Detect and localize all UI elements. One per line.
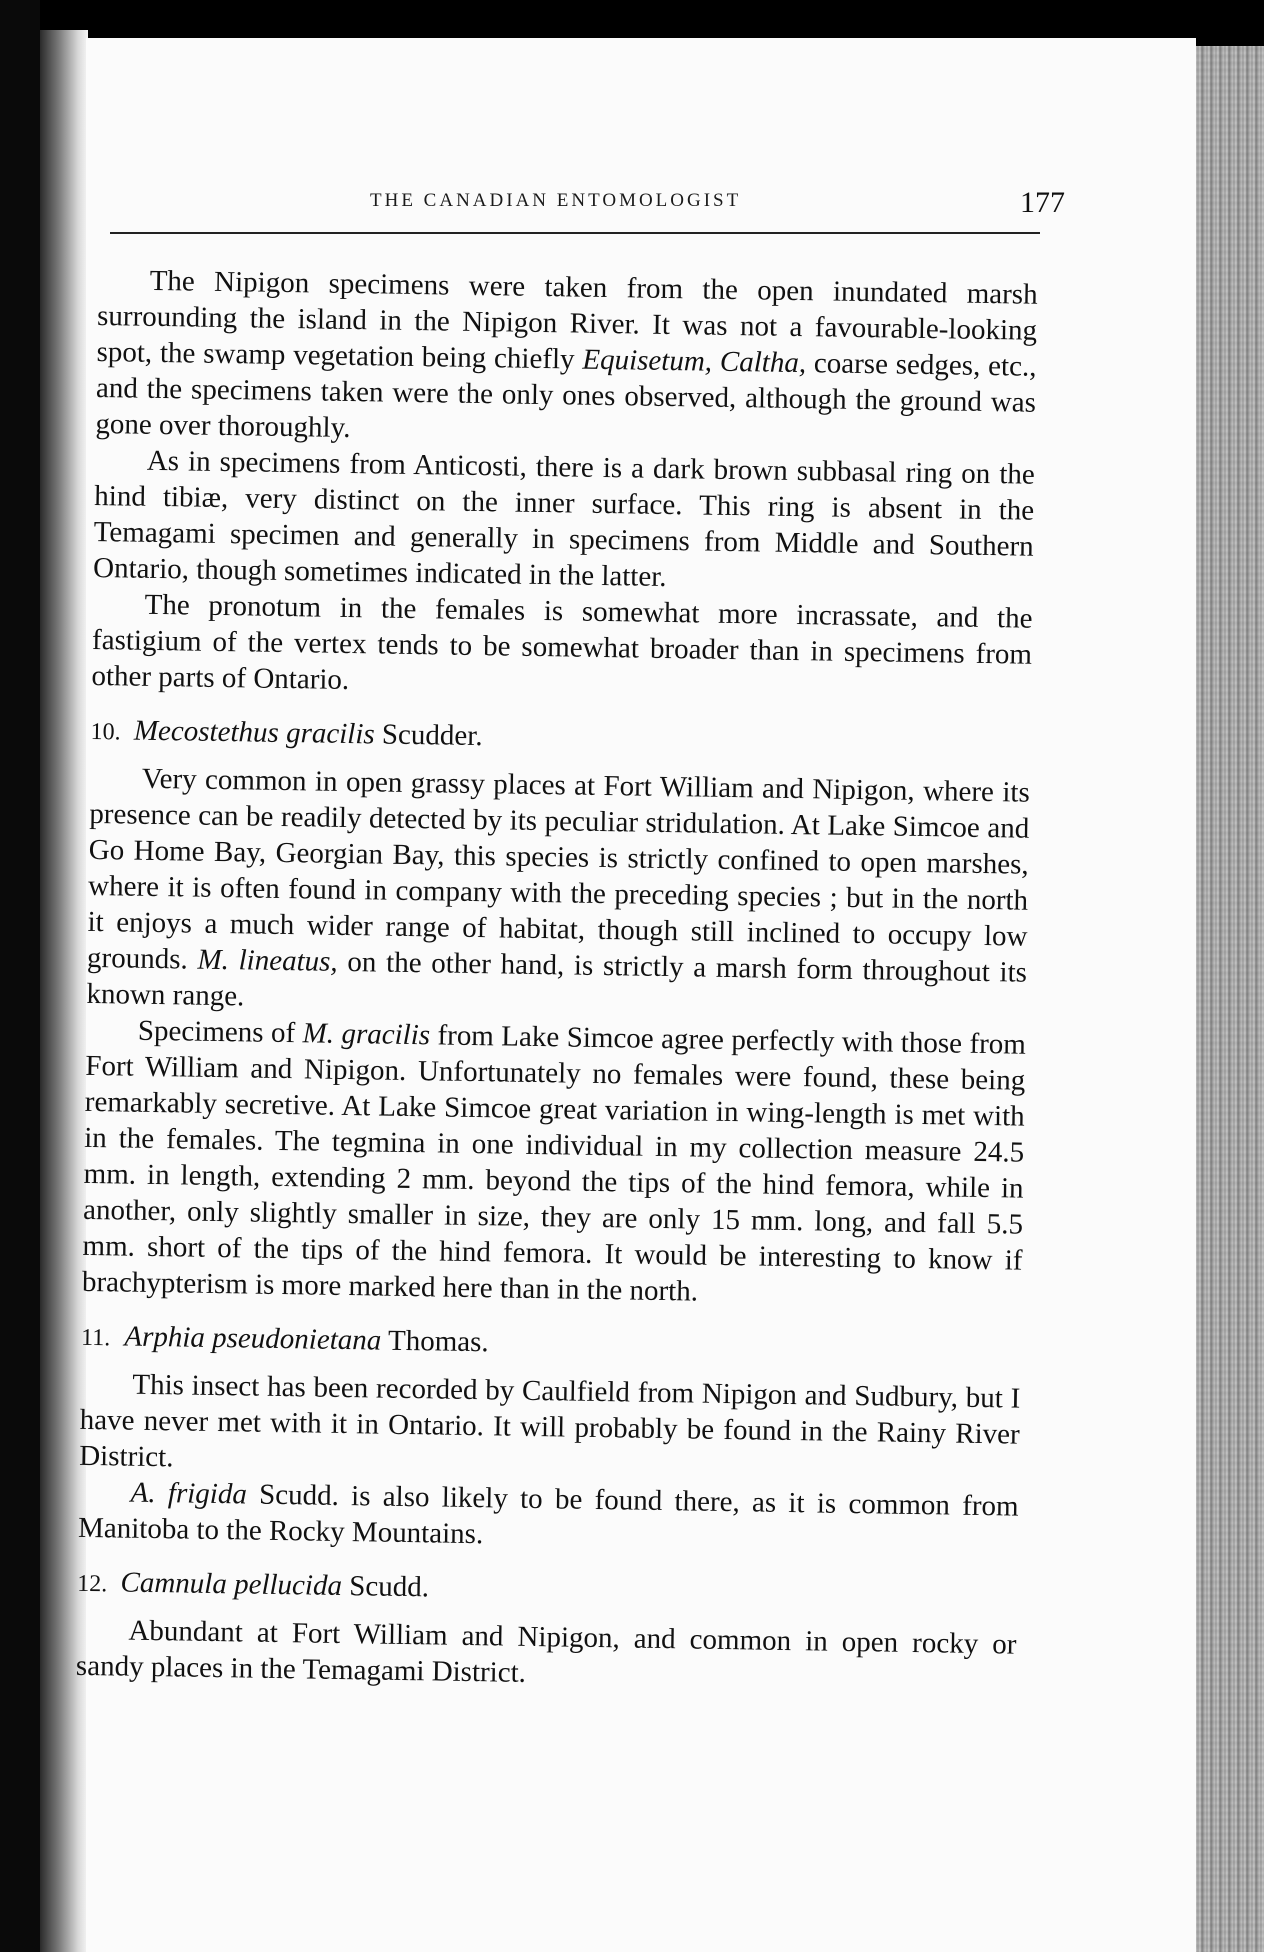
italic-term: M. gracilis xyxy=(302,1017,431,1052)
running-head: THE CANADIAN ENTOMOLOGIST xyxy=(370,190,742,211)
paragraph-text: This insect has been recorded by Caulfield from Nipigon and Sudbury, but I have never met with it in Ontario. It will probably be found in the Rainy River District. xyxy=(78,1368,1021,1474)
paragraph-text: As in specimens from Anticosti, there is a dark brown subbasal ring on the hind tibiæ, very distinct on the inner surface. This ring is absent in the Temagami specimen and generally in specimens from Middle and Southern Ontario, though sometimes indicated in the latter. xyxy=(92,444,1036,593)
species-heading xyxy=(77,1564,1017,1617)
paragraph-text: coarse sedges, etc., and the specimens taken were the only ones observed, although the ground was gone over thoroughly. xyxy=(95,347,1037,444)
species-heading xyxy=(81,1318,1021,1371)
paragraph-text: Specimens of xyxy=(137,1014,296,1050)
species-name: Mecostethus gracilis xyxy=(133,714,375,751)
paragraph xyxy=(95,262,1038,457)
species-heading xyxy=(90,712,1030,765)
species-author: Scudd. xyxy=(348,1570,430,1604)
italic-term: Caltha, xyxy=(719,345,807,380)
paragraph-text: Very common in open grassy places at Fort William and Nipigon, where its presence can be readily detected by its peculiar stridulation. At Lake Simcoe and Go Home Bay, Georgian Bay, this species is strictly confined to open marshes, where it is often found in company with the preceding species ; but in the north it enjoys a much wider range of habitat, though still inclined to occupy low grounds. xyxy=(86,762,1031,976)
page-number: 177 xyxy=(1020,186,1065,219)
italic-term: Equisetum, xyxy=(582,343,713,378)
scan-left-border xyxy=(0,0,40,1952)
body-text xyxy=(76,262,1038,1699)
species-number: 10. xyxy=(90,718,121,746)
italic-term: M. lineatus, xyxy=(197,943,338,978)
species-number: 12. xyxy=(77,1570,108,1598)
paragraph xyxy=(76,1612,1017,1699)
species-number: 11. xyxy=(80,1324,111,1352)
paragraph xyxy=(86,760,1030,1027)
paragraph-text: Scudd. is also likely to be found there, as it is common from Manitoba to the Rocky Mountains. xyxy=(77,1478,1019,1551)
page-edges xyxy=(1196,46,1264,1952)
paragraph-text: on the other hand, is strictly a marsh form throughout its known range. xyxy=(86,946,1028,1013)
paragraph-text: Abundant at Fort William and Nipigon, and common in open rocky or sandy places in the Temagami District. xyxy=(75,1614,1017,1689)
paragraph xyxy=(82,1012,1026,1315)
italic-term: A. frigida xyxy=(130,1476,248,1511)
header-rule xyxy=(110,232,1040,234)
paragraph-text: from Lake Simcoe agree perfectly with those from Fort William and Nipigon. Unfortunately no females were found, these being remarkably secretive. At Lake Simcoe great variation in wing-length is met with in the females. The tegmina in one individual in my collection measure 24.5 mm. in length, extending 2 mm. beyond the tips of the hind femora, while in another, only slightly smaller in size, they are only 15 mm. long, and fall 5.5 mm. short of the tips of the hind femora. It would be interesting to know if brachypterism is more marked here than in the north. xyxy=(81,1019,1027,1308)
scan-top-border xyxy=(0,0,1264,40)
species-author: Thomas. xyxy=(387,1324,489,1359)
paragraph xyxy=(91,586,1033,709)
species-author: Scudder. xyxy=(381,718,483,753)
species-name: Arphia pseudonietana xyxy=(124,1320,382,1357)
paragraph xyxy=(79,1366,1021,1489)
paragraph-text: The Nipigon specimens were taken from the open inundated marsh surrounding the island in the Nipigon River. It was not a favourable-looking spot, the swamp vegetation being chiefly xyxy=(96,264,1038,376)
paragraph xyxy=(78,1474,1019,1561)
page-header xyxy=(110,186,1065,226)
paragraph-text: The pronotum in the females is somewhat more incrassate, and the fastigium of the vertex tends to be somewhat broader than in specimens from other parts of Ontario. xyxy=(91,588,1033,696)
paragraph xyxy=(93,442,1035,601)
species-name: Camnula pellucida xyxy=(120,1566,343,1602)
